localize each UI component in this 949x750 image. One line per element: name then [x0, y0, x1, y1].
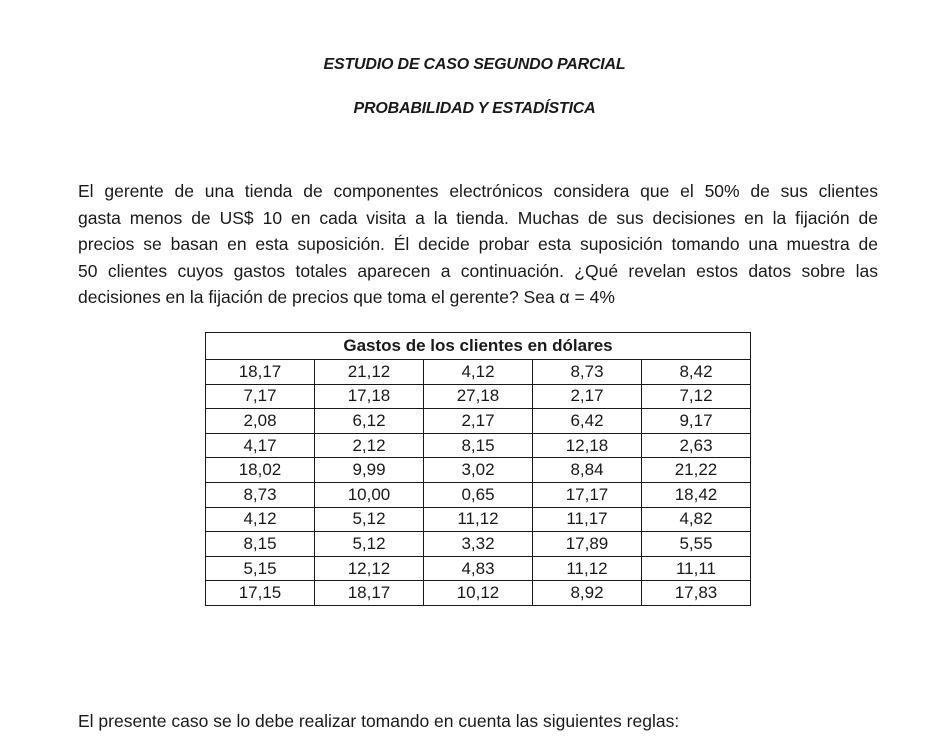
table-cell: 18,02 — [206, 458, 315, 483]
paragraph-line: precios se basan en esta suposición. Él decide probar esta suposición tomando una muestra de — [78, 234, 878, 254]
table-header: Gastos de los clientes en dólares — [206, 333, 751, 360]
table-cell: 5,55 — [642, 532, 751, 557]
table-row — [206, 360, 751, 385]
table-cell: 8,15 — [206, 532, 315, 557]
table-cell: 2,12 — [315, 433, 424, 458]
table-cell: 8,73 — [533, 360, 642, 385]
table-cell: 5,15 — [206, 556, 315, 581]
table-cell: 17,17 — [533, 482, 642, 507]
table-cell: 12,18 — [533, 433, 642, 458]
paragraph-line: El gerente de una tienda de componentes electrónicos considera que el 50% de sus clientes — [78, 181, 878, 201]
table-cell: 6,12 — [315, 409, 424, 434]
table-cell: 3,02 — [424, 458, 533, 483]
table-cell: 8,15 — [424, 433, 533, 458]
table-row — [206, 482, 751, 507]
paragraph-line: 50 clientes cuyos gastos totales aparecen a continuación. ¿Qué revelan estos datos sobre las — [78, 260, 878, 281]
table-cell: 5,12 — [315, 507, 424, 532]
rules-paragraph: El presente caso se lo debe realizar tomando en cuenta las siguientes reglas: — [78, 711, 680, 731]
expenses-table — [205, 332, 751, 606]
paragraph-line: gasta menos de US$ 10 en cada visita a la tienda. Muchas de sus decisiones en la fijación de — [78, 207, 878, 228]
table-cell: 0,65 — [424, 482, 533, 507]
table-cell: 3,32 — [424, 532, 533, 557]
table-cell: 12,12 — [315, 556, 424, 581]
table-cell: 4,82 — [642, 507, 751, 532]
table-row — [206, 409, 751, 434]
table-cell: 7,17 — [206, 384, 315, 409]
table-cell: 2,08 — [206, 409, 315, 434]
table-cell: 21,12 — [315, 360, 424, 385]
table-cell: 18,17 — [206, 360, 315, 385]
table-cell: 9,99 — [315, 458, 424, 483]
table-cell: 2,17 — [424, 409, 533, 434]
table-cell: 11,12 — [533, 556, 642, 581]
table-cell: 10,12 — [424, 581, 533, 606]
table-cell: 4,83 — [424, 556, 533, 581]
table-row — [206, 581, 751, 606]
table-row — [206, 458, 751, 483]
table-cell: 17,15 — [206, 581, 315, 606]
table-body — [206, 360, 751, 606]
table-cell: 6,42 — [533, 409, 642, 434]
table-cell: 5,12 — [315, 532, 424, 557]
table-cell: 8,73 — [206, 482, 315, 507]
table-cell: 9,17 — [642, 409, 751, 434]
document-title: ESTUDIO DE CASO SEGUNDO PARCIAL — [323, 56, 626, 73]
table-cell: 11,17 — [533, 507, 642, 532]
problem-paragraph — [78, 178, 878, 311]
table-row — [206, 433, 751, 458]
table-cell: 27,18 — [424, 384, 533, 409]
table-row — [206, 556, 751, 581]
table-cell: 7,12 — [642, 384, 751, 409]
table-cell: 2,63 — [642, 433, 751, 458]
table-cell: 10,00 — [315, 482, 424, 507]
paragraph-line: decisiones en la fijación de precios que toma el gerente? Sea α = 4% — [78, 287, 615, 307]
table-row — [206, 532, 751, 557]
document-subtitle: PROBABILIDAD Y ESTADÍSTICA — [353, 100, 596, 117]
table-row — [206, 384, 751, 409]
table-cell: 2,17 — [533, 384, 642, 409]
table-cell: 4,17 — [206, 433, 315, 458]
table-cell: 8,84 — [533, 458, 642, 483]
table-cell: 8,42 — [642, 360, 751, 385]
table-cell: 18,17 — [315, 581, 424, 606]
table-cell: 17,89 — [533, 532, 642, 557]
table-cell: 21,22 — [642, 458, 751, 483]
table-cell: 11,11 — [642, 556, 751, 581]
table-cell: 17,83 — [642, 581, 751, 606]
table-cell: 18,42 — [642, 482, 751, 507]
table-cell: 8,92 — [533, 581, 642, 606]
table-cell: 4,12 — [206, 507, 315, 532]
table-cell: 4,12 — [424, 360, 533, 385]
table-header-row — [206, 333, 751, 360]
table-cell: 17,18 — [315, 384, 424, 409]
table-cell: 11,12 — [424, 507, 533, 532]
table-row — [206, 507, 751, 532]
